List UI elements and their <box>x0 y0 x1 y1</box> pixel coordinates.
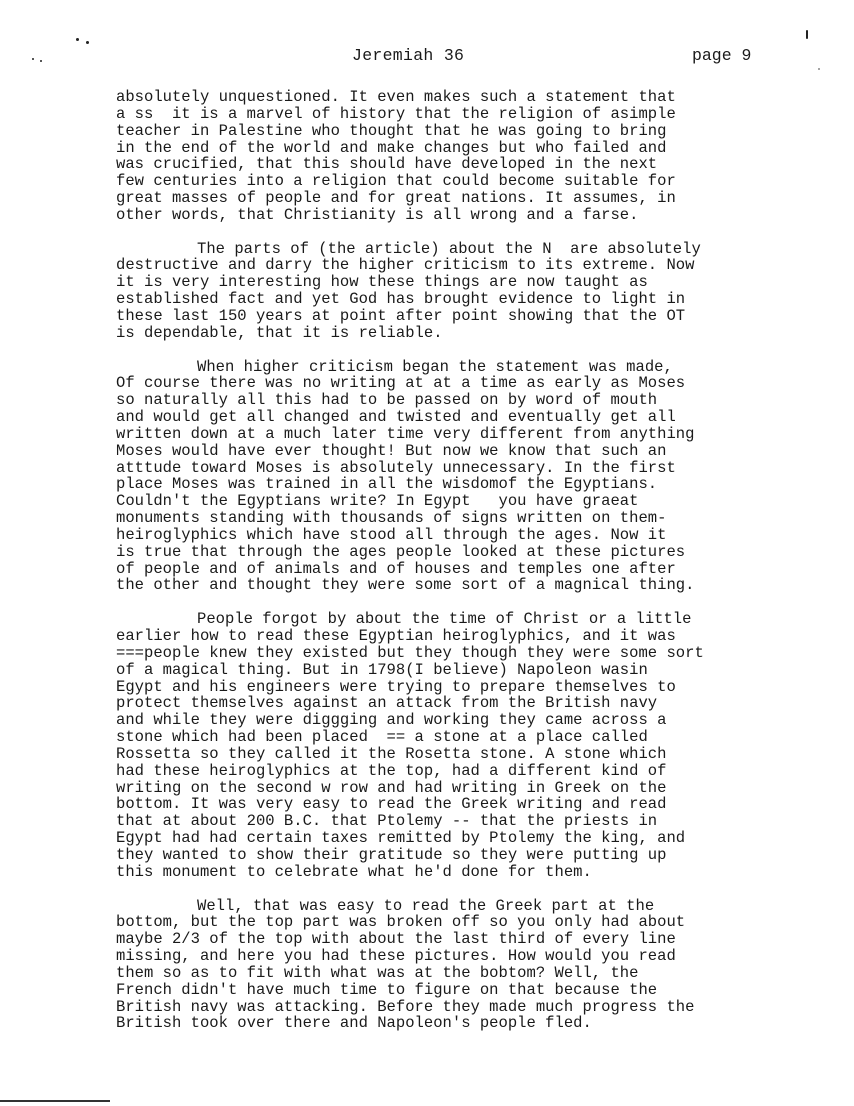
text-line: stone which had been placed == a stone at a place called <box>116 728 648 747</box>
text-line: Moses would have ever thought! But now we know that such an <box>116 441 667 460</box>
scan-speck <box>86 41 89 44</box>
text-line: they wanted to show their gratitude so they were putting up <box>116 845 667 864</box>
text-line: established fact and yet God has brought evidence to light in <box>116 290 686 309</box>
text-line: British took over there and Napoleon's people fled. <box>116 1014 592 1033</box>
paragraph-2 <box>116 241 841 342</box>
paragraph-4 <box>116 611 841 881</box>
text-line: People forgot by about the time of Christ or a little <box>197 610 692 629</box>
bottom-edge-mark <box>0 1100 110 1102</box>
text-line: protect themselves against an attack from the British navy <box>116 694 658 713</box>
text-line: this monument to celebrate what he'd done for them. <box>116 862 592 881</box>
scan-speck <box>818 68 820 70</box>
text-line: written down at a much later time very different from anything <box>116 424 695 443</box>
text-line: great masses of people and for great nations. It assumes, in <box>116 189 676 208</box>
text-line: place Moses was trained in all the wisdomof the Egyptians. <box>116 475 658 494</box>
text-line: destructive and darry the higher criticism to its extreme. Now <box>116 256 695 275</box>
text-line: these last 150 years at point after point showing that the OT <box>116 306 686 325</box>
text-line: bottom. It was very easy to read the Greek writing and read <box>116 795 667 814</box>
text-line: and while they were diggging and working they came across a <box>116 711 667 730</box>
paragraph-3 <box>116 359 841 595</box>
text-line: Egypt had had certain taxes remitted by Ptolemy the king, and <box>116 829 686 848</box>
text-line: that at about 200 B.C. that Ptolemy -- that the priests in <box>116 812 658 831</box>
text-line: British navy was attacking. Before they made much progress the <box>116 997 695 1016</box>
text-line: them so as to fit with what was at the bobtom? Well, the <box>116 963 639 982</box>
text-line: absolutely unquestioned. It even makes such a statement that <box>116 88 676 106</box>
text-line: ===people knew they existed but they though they were some sort <box>116 643 704 662</box>
text-line: missing, and here you had these pictures. How would you read <box>116 947 676 966</box>
text-line: a ss it is a marvel of history that the religion of asimple <box>116 104 676 123</box>
page-header-title: Jeremiah 36 <box>352 46 465 65</box>
text-line: earlier how to read these Egyptian heiroglyphics, and it was <box>116 627 676 645</box>
scan-speck <box>32 58 34 60</box>
text-line: so naturally all this had to be passed on by word of mouth <box>116 391 658 410</box>
document-body <box>116 89 841 1032</box>
text-line: Of course there was no writing at at a time as early as Moses <box>116 374 686 393</box>
text-line: was crucified, that this should have developed in the next <box>116 155 658 174</box>
page-number: page 9 <box>692 46 752 65</box>
paragraph-5 <box>116 898 841 1033</box>
scan-speck <box>40 60 42 62</box>
text-line: had these heiroglyphics at the top, had a different kind of <box>116 761 667 780</box>
text-line: other words, that Christianity is all wrong and a farse. <box>116 205 639 224</box>
text-line: writing on the second w row and had writing in Greek on the <box>116 778 667 797</box>
text-line: the other and thought they were some sort of a magnical thing. <box>116 576 695 595</box>
text-line: When higher criticism began the statement was made, <box>197 357 673 376</box>
text-line: Well, that was easy to read the Greek part at the <box>197 896 655 915</box>
text-line: teacher in Palestine who thought that he was going to bring <box>116 121 667 140</box>
text-line: in the end of the world and make changes but who failed and <box>116 138 667 157</box>
scan-speck <box>76 38 79 41</box>
text-line: of a magical thing. But in 1798(I believe) Napoleon wasin <box>116 660 648 679</box>
text-line: it is very interesting how these things are now taught as <box>116 273 648 292</box>
scan-speck <box>806 30 808 39</box>
text-line: and would get all changed and twisted and eventually get all <box>116 408 676 427</box>
text-line: The parts of (the article) about the N are absolutely <box>197 239 701 258</box>
text-line: is true that through the ages people looked at these pictures <box>116 542 686 561</box>
text-line: Couldn't the Egyptians write? In Egypt you have graeat <box>116 492 639 511</box>
text-line: bottom, but the top part was broken off so you only had about <box>116 913 686 932</box>
text-line: atttude toward Moses is absolutely unnecessary. In the first <box>116 458 676 477</box>
text-line: is dependable, that it is reliable. <box>116 323 443 342</box>
text-line: maybe 2/3 of the top with about the last third of every line <box>116 930 676 949</box>
text-line: of people and of animals and of houses and temples one after <box>116 559 676 578</box>
paragraph-1 <box>116 89 841 224</box>
text-line: few centuries into a religion that could become suitable for <box>116 172 676 191</box>
text-line: French didn't have much time to figure on that because the <box>116 980 658 999</box>
text-line: monuments standing with thousands of signs written on them- <box>116 509 667 528</box>
text-line: heiroglyphics which have stood all through the ages. Now it <box>116 525 667 544</box>
text-line: Egypt and his engineers were trying to prepare themselves to <box>116 677 676 696</box>
text-line: Rossetta so they called it the Rosetta stone. A stone which <box>116 744 667 763</box>
